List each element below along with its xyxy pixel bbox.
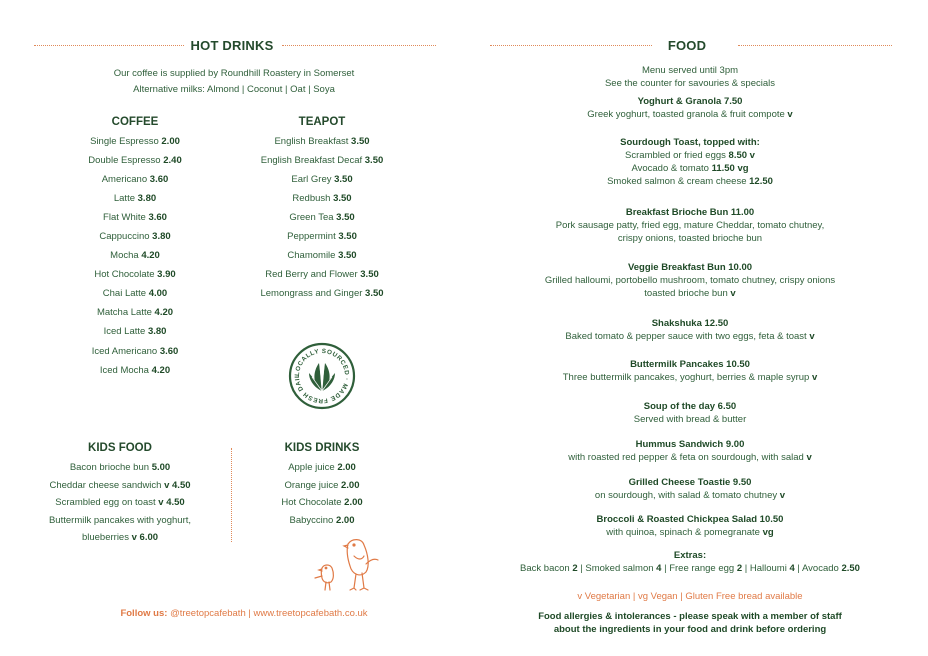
extras-title: Extras: (673, 550, 707, 561)
kids-drinks-item-price: 2.00 (335, 514, 355, 526)
food-item-desc-text: Smoked salmon & cream cheese (607, 176, 750, 187)
teapot-item (222, 170, 422, 189)
alt-milks-note: Alternative milks: Almond | Coconut | Oat | Soya (133, 84, 335, 95)
social-footer (34, 608, 454, 619)
food-item-desc-text: crispy onions, toasted brioche bun (617, 233, 763, 244)
counter-note: See the counter for savouries & specials (604, 78, 776, 89)
food-item-name: Sourdough Toast, topped with: (620, 137, 760, 148)
teapot-item-name: Lemongrass and Ginger (260, 288, 363, 300)
teapot-item-name: Chamomile (287, 250, 336, 262)
food-item-description (470, 175, 910, 188)
food-item-name: Breakfast Brioche Bun 11.00 (625, 207, 755, 218)
teapot-item-price: 3.50 (365, 288, 384, 300)
coffee-item-price: 4.20 (151, 364, 171, 376)
food-item-desc-price: vg (762, 527, 774, 538)
coffee-item-price: 3.60 (149, 174, 169, 186)
teapot-item-price: 3.50 (360, 269, 379, 281)
food-item-name: Grilled Cheese Toastie 9.50 (628, 477, 752, 488)
coffee-item (35, 246, 235, 265)
coffee-item-price: 3.80 (137, 193, 157, 205)
food-item-desc-text: toasted brioche bun (644, 288, 731, 299)
food-item-name: Soup of the day 6.50 (643, 401, 737, 412)
food-item-name: Yoghurt & Granola 7.50 (637, 96, 743, 107)
food-item-description (470, 330, 910, 343)
extra-name: Avocado (802, 563, 842, 574)
food-item (470, 261, 910, 300)
kids-drinks-item-name: Babyccino (289, 514, 334, 526)
kids-drinks-item-price: 2.00 (344, 497, 363, 509)
extra-name: Back bacon (520, 563, 573, 574)
food-intro (470, 64, 910, 90)
teapot-item-price: 3.50 (338, 231, 357, 243)
food-item-description (470, 526, 910, 539)
coffee-item-price: 3.80 (152, 231, 171, 243)
extra-price: 2 (572, 563, 578, 574)
coffee-item-price: 3.80 (147, 326, 167, 338)
food-item-desc-price: v (730, 288, 736, 299)
food-item-name: Veggie Breakfast Bun 10.00 (627, 262, 753, 273)
locally-sourced-badge (287, 341, 357, 411)
kids-food-item (20, 494, 220, 512)
coffee-item-price: 4.20 (141, 250, 160, 262)
food-title: FOOD (667, 38, 707, 53)
kids-food-item-price: 5.00 (151, 462, 171, 473)
food-item-description (470, 219, 910, 232)
teapot-item-price: 3.50 (333, 193, 352, 205)
allergy-notice (470, 611, 910, 636)
teapot-item (222, 151, 422, 170)
food-item-description (470, 451, 910, 464)
food-item-description (470, 489, 910, 502)
teapot-list (222, 132, 422, 303)
coffee-item (35, 342, 235, 361)
hot-drinks-title: HOT DRINKS (190, 38, 274, 53)
food-item-desc-price: 8.50 v (728, 150, 755, 161)
kids-food-item-price: v 4.50 (158, 497, 185, 509)
coffee-item-price: 4.00 (148, 288, 168, 300)
coffee-item-name: Hot Chocolate (94, 269, 155, 281)
teapot-item (222, 284, 422, 303)
teapot-item-price: 3.50 (351, 136, 370, 147)
kids-drinks-item-name: Hot Chocolate (281, 497, 342, 509)
teapot-item-price: 3.50 (364, 155, 384, 167)
kids-drinks-item-price: 2.00 (341, 479, 360, 491)
coffee-item (35, 361, 235, 380)
kids-drinks-item-price: 2.00 (337, 462, 356, 473)
kids-food-item (20, 477, 220, 495)
teapot-item-name: Redbush (292, 193, 331, 205)
coffee-item-name: Chai Latte (102, 288, 147, 300)
teapot-item (222, 208, 422, 227)
kids-food-title: KIDS FOOD (88, 442, 152, 454)
coffee-item-name: Iced Mocha (99, 364, 149, 376)
teapot-item (222, 265, 422, 284)
extras-line: Back bacon 2 | Smoked salmon 4 | Free range egg 2 | Halloumi 4 | Avocado 2.50 (520, 563, 860, 574)
food-item-description (470, 371, 910, 384)
hot-drinks-divider-left (34, 45, 184, 46)
food-item-desc-price: v (809, 331, 815, 342)
dietary-legend: v Vegetarian | vg Vegan | Gluten Free bread available (577, 591, 803, 602)
coffee-item-price: 2.00 (161, 136, 180, 147)
coffee-item-name: Latte (113, 193, 135, 205)
food-item-desc-text: on sourdough, with salad & tomato chutney (594, 490, 780, 501)
teapot-item (222, 189, 422, 208)
coffee-item-name: Mocha (110, 250, 139, 262)
kids-drinks-item (222, 477, 422, 495)
kids-food-item-name: Bacon brioche bun (69, 462, 150, 473)
teapot-item-name: Green Tea (289, 212, 334, 224)
kids-food-item-name: blueberries (81, 532, 129, 544)
food-item-desc-text: Scrambled or fried eggs (625, 150, 729, 161)
extras-block (470, 549, 910, 575)
food-item-desc-text: Greek yoghurt, toasted granola & fruit compote (587, 109, 788, 120)
extra-name: Free range egg (669, 563, 737, 574)
kids-food-item-name: Buttermilk pancakes with yoghurt, (48, 514, 192, 526)
food-item-desc-text: Grilled halloumi, portobello mushroom, tomato chutney, crispy onions (544, 275, 836, 286)
coffee-item (35, 170, 235, 189)
food-item-desc-text: Served with bread & butter (633, 414, 747, 425)
kids-drinks-item-name: Apple juice (288, 462, 335, 473)
teapot-item-name: Peppermint (287, 231, 336, 243)
coffee-item-price: 2.40 (163, 155, 182, 167)
food-item (470, 438, 910, 464)
kids-food-item-name: Cheddar cheese sandwich (49, 479, 162, 491)
kids-drinks-item-name: Orange juice (284, 479, 339, 491)
hot-drinks-intro (34, 67, 434, 96)
coffee-item-name: Double Espresso (88, 155, 161, 167)
food-item-desc-text: Baked tomato & pepper sauce with two eggs, feta & toast (565, 331, 810, 342)
coffee-item-price: 3.60 (148, 212, 167, 224)
food-item-desc-price: 11.50 vg (711, 163, 749, 174)
kids-food-list (20, 459, 220, 547)
kids-drinks-item (222, 512, 422, 530)
food-item-description (470, 413, 910, 426)
kids-food-item (20, 459, 220, 477)
food-item-desc-price: 12.50 (749, 176, 773, 187)
food-item (470, 400, 910, 426)
food-item-description (470, 162, 910, 175)
food-item-desc-text: Three buttermilk pancakes, yoghurt, berries & maple syrup (562, 372, 812, 383)
food-item-name: Broccoli & Roasted Chickpea Salad 10.50 (596, 514, 784, 525)
teapot-item-name: English Breakfast Decaf (260, 155, 363, 167)
food-item-desc-price: v (787, 109, 793, 120)
food-item (470, 136, 910, 188)
food-item-name: Shakshuka 12.50 (651, 318, 729, 329)
teapot-item-name: English Breakfast (274, 136, 349, 147)
food-item (470, 206, 910, 245)
coffee-item (35, 265, 235, 284)
coffee-item-name: Single Espresso (90, 136, 159, 147)
food-item-name: Hummus Sandwich 9.00 (635, 439, 745, 450)
coffee-item-price: 3.60 (159, 345, 179, 357)
kids-food-item-name: Scrambled egg on toast (55, 497, 156, 509)
extra-price: 2 (736, 563, 743, 574)
food-item-description (470, 149, 910, 162)
birds-illustration (312, 536, 392, 596)
coffee-list (35, 132, 235, 380)
allergy-line-2: about the ingredients in your food and drink before ordering (553, 623, 827, 635)
coffee-item-price: 4.20 (154, 307, 174, 319)
extra-name: Halloumi (749, 563, 790, 574)
teapot-item (222, 132, 422, 151)
teapot-title: TEAPOT (298, 116, 346, 128)
teapot-item-price: 3.50 (338, 250, 357, 262)
food-item-description (470, 108, 910, 121)
food-item-desc-price: v (806, 452, 812, 463)
food-item-desc-price: v (811, 372, 818, 383)
kids-food-item-price: v 6.00 (131, 532, 159, 544)
coffee-item (35, 189, 235, 208)
food-divider-right (738, 45, 892, 46)
extra-price: 4 (789, 563, 795, 574)
menu-served-note: Menu served until 3pm (641, 65, 739, 76)
food-item (470, 95, 910, 121)
food-item-description (470, 287, 910, 300)
kids-drinks-list (222, 459, 422, 529)
coffee-item (35, 284, 235, 303)
food-item (470, 358, 910, 384)
coffee-item-name: Cappuccino (99, 231, 150, 243)
coffee-item (35, 132, 235, 151)
hot-drinks-divider-right (282, 45, 436, 46)
extra-price: 2.50 (841, 563, 860, 574)
teapot-item-price: 3.50 (334, 174, 353, 186)
extra-name: Smoked salmon (585, 563, 657, 574)
food-item (470, 317, 910, 343)
kids-food-item-price: v 4.50 (164, 479, 191, 491)
food-item (470, 476, 910, 502)
extra-price: 4 (656, 563, 662, 574)
coffee-item-name: Flat White (103, 212, 146, 224)
coffee-item-name: Matcha Latte (96, 307, 152, 319)
kids-drinks-title: KIDS DRINKS (284, 442, 360, 454)
kids-drinks-item (222, 494, 422, 512)
food-item-description (470, 232, 910, 245)
teapot-item (222, 227, 422, 246)
teapot-item-name: Earl Grey (291, 174, 332, 186)
coffee-item-name: Americano (101, 174, 148, 186)
coffee-item-price: 3.90 (157, 269, 176, 281)
social-links[interactable]: @treetopcafebath | www.treetopcafebath.co.uk (170, 608, 368, 619)
food-item (470, 513, 910, 539)
kids-food-item (20, 529, 220, 547)
food-item-desc-text: Avocado & tomato (631, 163, 712, 174)
teapot-item-price: 3.50 (336, 212, 355, 224)
allergy-line-1: Food allergies & intolerances - please speak with a member of staff (538, 611, 842, 622)
teapot-item (222, 246, 422, 265)
kids-food-item (20, 512, 220, 530)
svg-text:LOCALLY SOURCED · MADE FRESH D: LOCALLY SOURCED · MADE FRESH DAIL (293, 347, 351, 405)
food-item-desc-text: with quinoa, spinach & pomegranate (606, 527, 763, 538)
coffee-item-name: Iced Americano (91, 345, 158, 357)
food-item-description (470, 274, 910, 287)
coffee-item (35, 322, 235, 341)
coffee-item-name: Iced Latte (103, 326, 146, 338)
coffee-supplier-note: Our coffee is supplied by Roundhill Roastery in Somerset (113, 68, 355, 79)
teapot-item-name: Red Berry and Flower (265, 269, 358, 281)
food-item-desc-text: Pork sausage patty, fried egg, mature Cheddar, tomato chutney, (555, 220, 825, 231)
food-divider-left (490, 45, 652, 46)
food-item-desc-price: v (779, 490, 786, 501)
food-item-desc-text: with roasted red pepper & feta on sourdough, with salad (568, 452, 807, 463)
coffee-item (35, 208, 235, 227)
food-item-name: Buttermilk Pancakes 10.50 (630, 359, 750, 370)
follow-label: Follow us: (120, 608, 168, 619)
coffee-item (35, 303, 235, 322)
kids-drinks-item (222, 459, 422, 477)
coffee-item (35, 151, 235, 170)
coffee-item (35, 227, 235, 246)
coffee-title: COFFEE (111, 116, 159, 128)
